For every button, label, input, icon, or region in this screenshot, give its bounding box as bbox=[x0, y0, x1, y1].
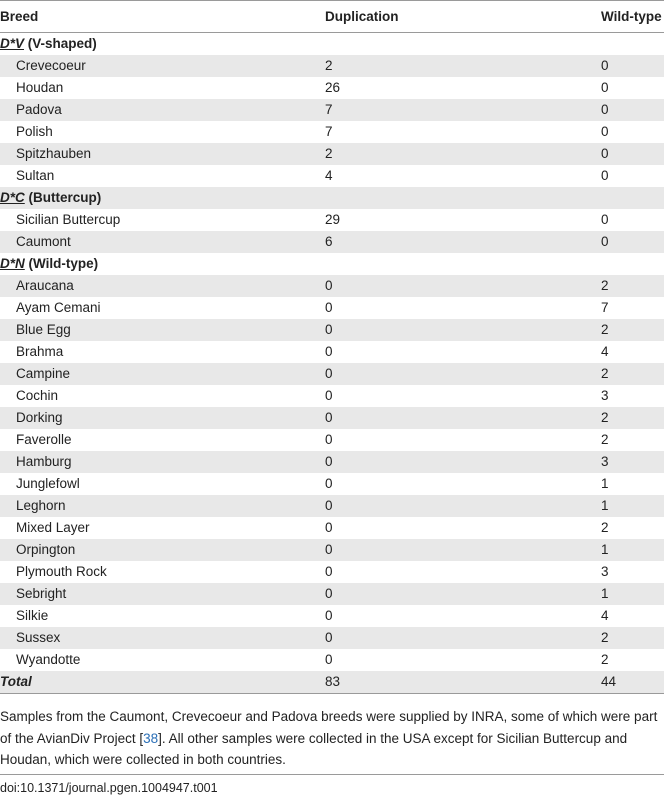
duplication-cell: 0 bbox=[325, 432, 333, 447]
table-row bbox=[0, 451, 664, 473]
duplication-cell: 4 bbox=[325, 168, 333, 183]
wild-type-cell: 3 bbox=[601, 454, 609, 469]
wild-type-cell: 4 bbox=[601, 608, 609, 623]
wild-type-cell: 2 bbox=[601, 630, 609, 645]
table-row bbox=[0, 429, 664, 451]
breed-cell: Spitzhauben bbox=[16, 146, 92, 161]
wild-type-cell: 0 bbox=[601, 146, 609, 161]
breed-cell: Junglefowl bbox=[16, 476, 80, 491]
duplication-cell: 7 bbox=[325, 124, 333, 139]
breed-cell: Polish bbox=[16, 124, 53, 139]
table-row bbox=[0, 341, 664, 363]
table-row bbox=[0, 297, 664, 319]
duplication-cell: 0 bbox=[325, 652, 333, 667]
table-row bbox=[0, 165, 664, 187]
group-label bbox=[0, 187, 101, 209]
table-row bbox=[0, 275, 664, 297]
duplication-cell: 7 bbox=[325, 102, 333, 117]
total-duplication: 83 bbox=[325, 674, 341, 689]
wild-type-cell: 2 bbox=[601, 432, 609, 447]
table-body bbox=[0, 33, 664, 671]
duplication-cell: 0 bbox=[325, 344, 333, 359]
breed-cell: Dorking bbox=[16, 410, 63, 425]
group-label-sub: (Buttercup) bbox=[24, 190, 102, 205]
wild-type-cell: 3 bbox=[601, 564, 609, 579]
header-duplication: Duplication bbox=[325, 9, 399, 24]
group-label-main: D*N bbox=[0, 256, 25, 271]
group-label bbox=[0, 33, 97, 55]
table-header bbox=[0, 0, 664, 33]
duplication-cell: 0 bbox=[325, 542, 333, 557]
duplication-cell: 2 bbox=[325, 146, 333, 161]
table-row bbox=[0, 649, 664, 671]
table-footnote bbox=[0, 706, 664, 771]
table-row bbox=[0, 517, 664, 539]
breed-cell: Houdan bbox=[16, 80, 64, 95]
breed-cell: Sussex bbox=[16, 630, 61, 645]
group-label-sub: (V-shaped) bbox=[24, 36, 97, 51]
wild-type-cell: 2 bbox=[601, 322, 609, 337]
wild-type-cell: 0 bbox=[601, 80, 609, 95]
breed-cell: Blue Egg bbox=[16, 322, 71, 337]
group-label-sub: (Wild-type) bbox=[24, 256, 99, 271]
breed-cell: Mixed Layer bbox=[16, 520, 90, 535]
table-row bbox=[0, 407, 664, 429]
duplication-cell: 0 bbox=[325, 366, 333, 381]
group-label-main: D*C bbox=[0, 190, 25, 205]
duplication-cell: 0 bbox=[325, 476, 333, 491]
wild-type-cell: 2 bbox=[601, 652, 609, 667]
breed-cell: Sicilian Buttercup bbox=[16, 212, 121, 227]
breed-cell: Araucana bbox=[16, 278, 74, 293]
table-row bbox=[0, 385, 664, 407]
doi-text: doi:10.1371/journal.pgen.1004947.t001 bbox=[0, 781, 218, 795]
duplication-cell: 0 bbox=[325, 630, 333, 645]
total-row bbox=[0, 671, 664, 694]
table-row bbox=[0, 121, 664, 143]
wild-type-cell: 1 bbox=[601, 542, 609, 557]
table-row bbox=[0, 363, 664, 385]
breed-cell: Padova bbox=[16, 102, 62, 117]
breed-cell: Leghorn bbox=[16, 498, 66, 513]
table-row bbox=[0, 539, 664, 561]
breed-cell: Silkie bbox=[16, 608, 49, 623]
duplication-cell: 0 bbox=[325, 608, 333, 623]
table-row bbox=[0, 77, 664, 99]
duplication-cell: 0 bbox=[325, 454, 333, 469]
group-label bbox=[0, 253, 98, 275]
wild-type-cell: 0 bbox=[601, 124, 609, 139]
wild-type-cell: 0 bbox=[601, 234, 609, 249]
breed-cell: Caumont bbox=[16, 234, 71, 249]
duplication-cell: 2 bbox=[325, 58, 333, 73]
doi-footer bbox=[0, 774, 664, 795]
wild-type-cell: 2 bbox=[601, 410, 609, 425]
wild-type-cell: 3 bbox=[601, 388, 609, 403]
breed-cell: Faverolle bbox=[16, 432, 72, 447]
duplication-cell: 0 bbox=[325, 278, 333, 293]
wild-type-cell: 2 bbox=[601, 366, 609, 381]
table-row bbox=[0, 583, 664, 605]
wild-type-cell: 0 bbox=[601, 212, 609, 227]
breed-cell: Brahma bbox=[16, 344, 64, 359]
group-row bbox=[0, 187, 664, 209]
wild-type-cell: 2 bbox=[601, 520, 609, 535]
table-row bbox=[0, 209, 664, 231]
wild-type-cell: 0 bbox=[601, 58, 609, 73]
wild-type-cell: 0 bbox=[601, 102, 609, 117]
duplication-cell: 26 bbox=[325, 80, 341, 95]
breed-cell: Sultan bbox=[16, 168, 55, 183]
table-row bbox=[0, 55, 664, 77]
duplication-cell: 0 bbox=[325, 564, 333, 579]
group-row bbox=[0, 33, 664, 55]
wild-type-cell: 2 bbox=[601, 278, 609, 293]
table-row bbox=[0, 605, 664, 627]
wild-type-cell: 0 bbox=[601, 168, 609, 183]
table-row bbox=[0, 561, 664, 583]
header-breed: Breed bbox=[0, 9, 39, 24]
footnote-text-after: ]. All other samples were collected in the USA except for Sicilian Buttercup and Houdan, which were collected in both countries. bbox=[0, 730, 628, 767]
table-row bbox=[0, 231, 664, 253]
wild-type-cell: 1 bbox=[601, 476, 609, 491]
table-row bbox=[0, 99, 664, 121]
duplication-cell: 0 bbox=[325, 388, 333, 403]
wild-type-cell: 4 bbox=[601, 344, 609, 359]
header-wild-type: Wild-type bbox=[601, 9, 662, 24]
group-label-main: D*V bbox=[0, 36, 25, 51]
duplication-cell: 6 bbox=[325, 234, 333, 249]
breed-cell: Plymouth Rock bbox=[16, 564, 107, 579]
breed-cell: Sebright bbox=[16, 586, 67, 601]
table-row bbox=[0, 143, 664, 165]
breed-cell: Crevecoeur bbox=[16, 58, 86, 73]
duplication-cell: 0 bbox=[325, 410, 333, 425]
breed-cell: Cochin bbox=[16, 388, 59, 403]
table-row bbox=[0, 627, 664, 649]
duplication-cell: 0 bbox=[325, 520, 333, 535]
footnote-text-before: Samples from the Caumont, Crevecoeur and Padova breeds were supplied by INRA, some of which were part of the AvianDiv Project [ bbox=[0, 709, 658, 746]
group-row bbox=[0, 253, 664, 275]
duplication-cell: 29 bbox=[325, 212, 341, 227]
duplication-cell: 0 bbox=[325, 322, 333, 337]
breed-cell: Campine bbox=[16, 366, 71, 381]
reference-link[interactable]: 38 bbox=[143, 730, 159, 746]
breed-cell: Hamburg bbox=[16, 454, 72, 469]
breed-cell: Orpington bbox=[16, 542, 76, 557]
duplication-cell: 0 bbox=[325, 300, 333, 315]
total-label: Total bbox=[0, 674, 32, 689]
wild-type-cell: 7 bbox=[601, 300, 609, 315]
wild-type-cell: 1 bbox=[601, 498, 609, 513]
total-wild-type: 44 bbox=[601, 674, 617, 689]
duplication-cell: 0 bbox=[325, 498, 333, 513]
table-row bbox=[0, 495, 664, 517]
breed-cell: Wyandotte bbox=[16, 652, 81, 667]
table-row bbox=[0, 473, 664, 495]
breed-cell: Ayam Cemani bbox=[16, 300, 101, 315]
table-row bbox=[0, 319, 664, 341]
wild-type-cell: 1 bbox=[601, 586, 609, 601]
duplication-cell: 0 bbox=[325, 586, 333, 601]
